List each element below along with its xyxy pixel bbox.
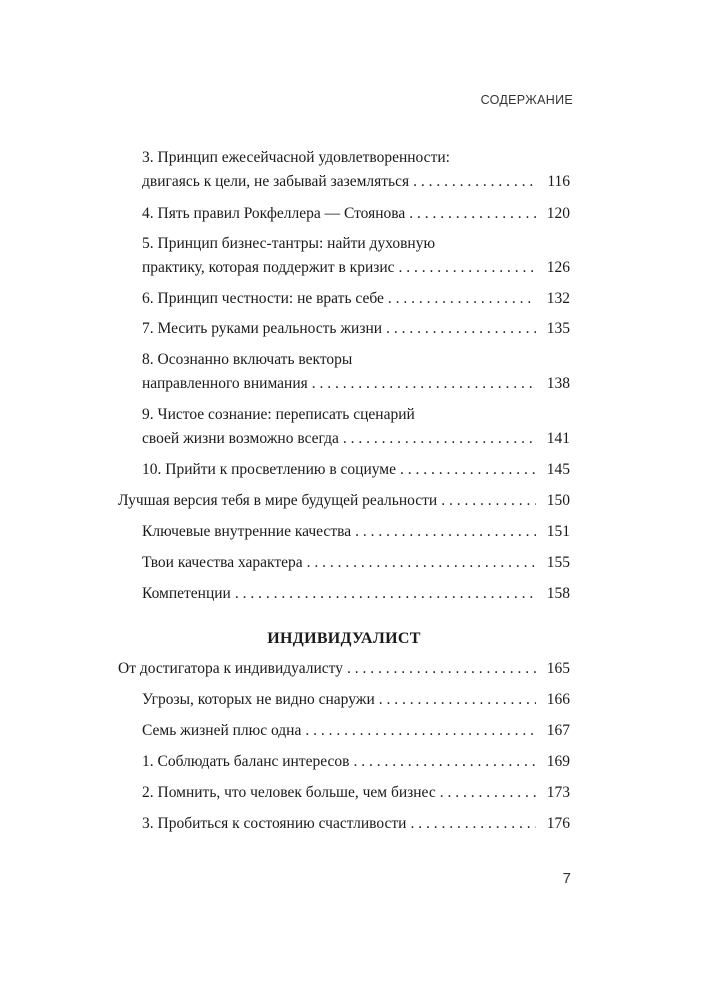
toc-entry-title: 8. Осознанно включать векторы <box>142 351 353 368</box>
toc-entry-line <box>142 170 570 194</box>
toc-page-number: 165 <box>546 660 570 677</box>
toc-entry-title: двигаясь к цели, не забывай заземляться <box>142 173 410 190</box>
toc-entry-title: Угрозы, которых не видно снаружи <box>142 691 375 708</box>
toc-page-number: 173 <box>546 784 570 801</box>
toc-page-number: 138 <box>546 375 570 392</box>
toc-entry-title: 1. Соблюдать баланс интересов <box>142 753 350 770</box>
toc-page-number: 132 <box>546 290 570 307</box>
toc-entry-title: 4. Пять правил Рокфеллера — Стоянова <box>142 205 406 222</box>
toc-page-number: 167 <box>546 722 570 739</box>
toc-entry-title: Семь жизней плюс одна <box>142 722 302 739</box>
leader-dots <box>312 372 536 396</box>
toc-entry[interactable] <box>142 202 570 232</box>
toc-entry-title: 7. Месить руками реальность жизни <box>142 320 383 337</box>
toc-entry[interactable] <box>142 403 570 458</box>
toc-chapter-entry[interactable] <box>118 489 570 520</box>
toc-page-number: 150 <box>546 492 570 509</box>
leader-dots <box>413 170 536 194</box>
leader-dots <box>440 781 536 805</box>
leader-dots <box>409 202 536 226</box>
toc-entry-title: 2. Помнить, что человек больше, чем бизнес <box>142 784 436 801</box>
table-of-contents <box>118 146 570 843</box>
toc-entry-title: 10. Прийти к просветлению в социуме <box>142 461 396 478</box>
toc-entry[interactable] <box>142 146 570 202</box>
toc-entry[interactable] <box>142 812 570 843</box>
toc-page-number: 155 <box>546 554 570 571</box>
toc-entry-title: 3. Пробиться к состоянию счастливости <box>142 815 407 832</box>
toc-page-number: 141 <box>546 430 570 447</box>
toc-page-number: 151 <box>546 523 570 540</box>
page-number: 7 <box>562 870 571 887</box>
toc-entry-title: От достигатора к индивидуалисту <box>118 660 343 677</box>
section-title: ИНДИВИДУАЛИСТ <box>267 630 421 647</box>
leader-dots <box>307 551 536 575</box>
leader-dots <box>343 427 536 451</box>
toc-entry-title: Лучшая версия тебя в мире будущей реальности <box>118 492 438 509</box>
toc-entry[interactable] <box>142 458 570 489</box>
running-head: СОДЕРЖАНИЕ <box>480 93 573 107</box>
toc-entry[interactable] <box>142 287 570 317</box>
toc-entry-title: Твои качества характера <box>142 554 303 571</box>
toc-entry-title: 6. Принцип честности: не врать себе <box>142 290 384 307</box>
leader-dots <box>355 520 536 544</box>
toc-entry-title: своей жизни возможно всегда <box>142 430 339 447</box>
toc-page-number: 169 <box>546 753 570 770</box>
toc-entry-title: 3. Принцип ежесейчасной удовлетворенности: <box>142 149 450 166</box>
toc-entry[interactable] <box>142 317 570 348</box>
leader-dots <box>305 719 536 743</box>
toc-entry-title: 9. Чистое сознание: переписать сценарий <box>142 406 415 423</box>
toc-page-number: 158 <box>546 585 570 602</box>
leader-dots <box>379 688 536 712</box>
toc-entry[interactable] <box>142 781 570 812</box>
toc-entry[interactable] <box>142 551 570 582</box>
leader-dots <box>347 657 536 681</box>
toc-entry[interactable] <box>142 688 570 719</box>
toc-entry[interactable] <box>142 520 570 551</box>
toc-page-number: 145 <box>546 461 570 478</box>
toc-entry[interactable] <box>142 348 570 403</box>
toc-page-number: 135 <box>546 320 570 337</box>
toc-entry[interactable] <box>142 750 570 781</box>
toc-page-number: 126 <box>546 259 570 276</box>
leader-dots <box>388 287 536 311</box>
toc-entry-title: направленного внимания <box>142 375 308 392</box>
leader-dots <box>441 489 536 513</box>
toc-entry-title: Компетенции <box>142 585 231 602</box>
leader-dots <box>353 750 536 774</box>
toc-entry-title: практику, которая поддержит в кризис <box>142 259 395 276</box>
toc-page-number: 116 <box>547 173 570 190</box>
toc-chapter-entry[interactable] <box>118 657 570 688</box>
leader-dots <box>386 317 536 341</box>
toc-entry-title: Ключевые внутренние качества <box>142 523 352 540</box>
leader-dots <box>410 812 536 836</box>
toc-entry[interactable] <box>142 719 570 750</box>
toc-page-number: 120 <box>546 205 570 222</box>
toc-entry[interactable] <box>142 582 570 627</box>
leader-dots <box>399 256 536 280</box>
toc-entry-line <box>142 146 570 170</box>
toc-entry[interactable] <box>142 232 570 287</box>
leader-dots <box>235 582 536 606</box>
toc-page-number: 176 <box>546 815 570 832</box>
toc-page-number: 166 <box>546 691 570 708</box>
leader-dots <box>400 458 536 482</box>
toc-entry-title: 5. Принцип бизнес-тантры: найти духовную <box>142 235 436 252</box>
